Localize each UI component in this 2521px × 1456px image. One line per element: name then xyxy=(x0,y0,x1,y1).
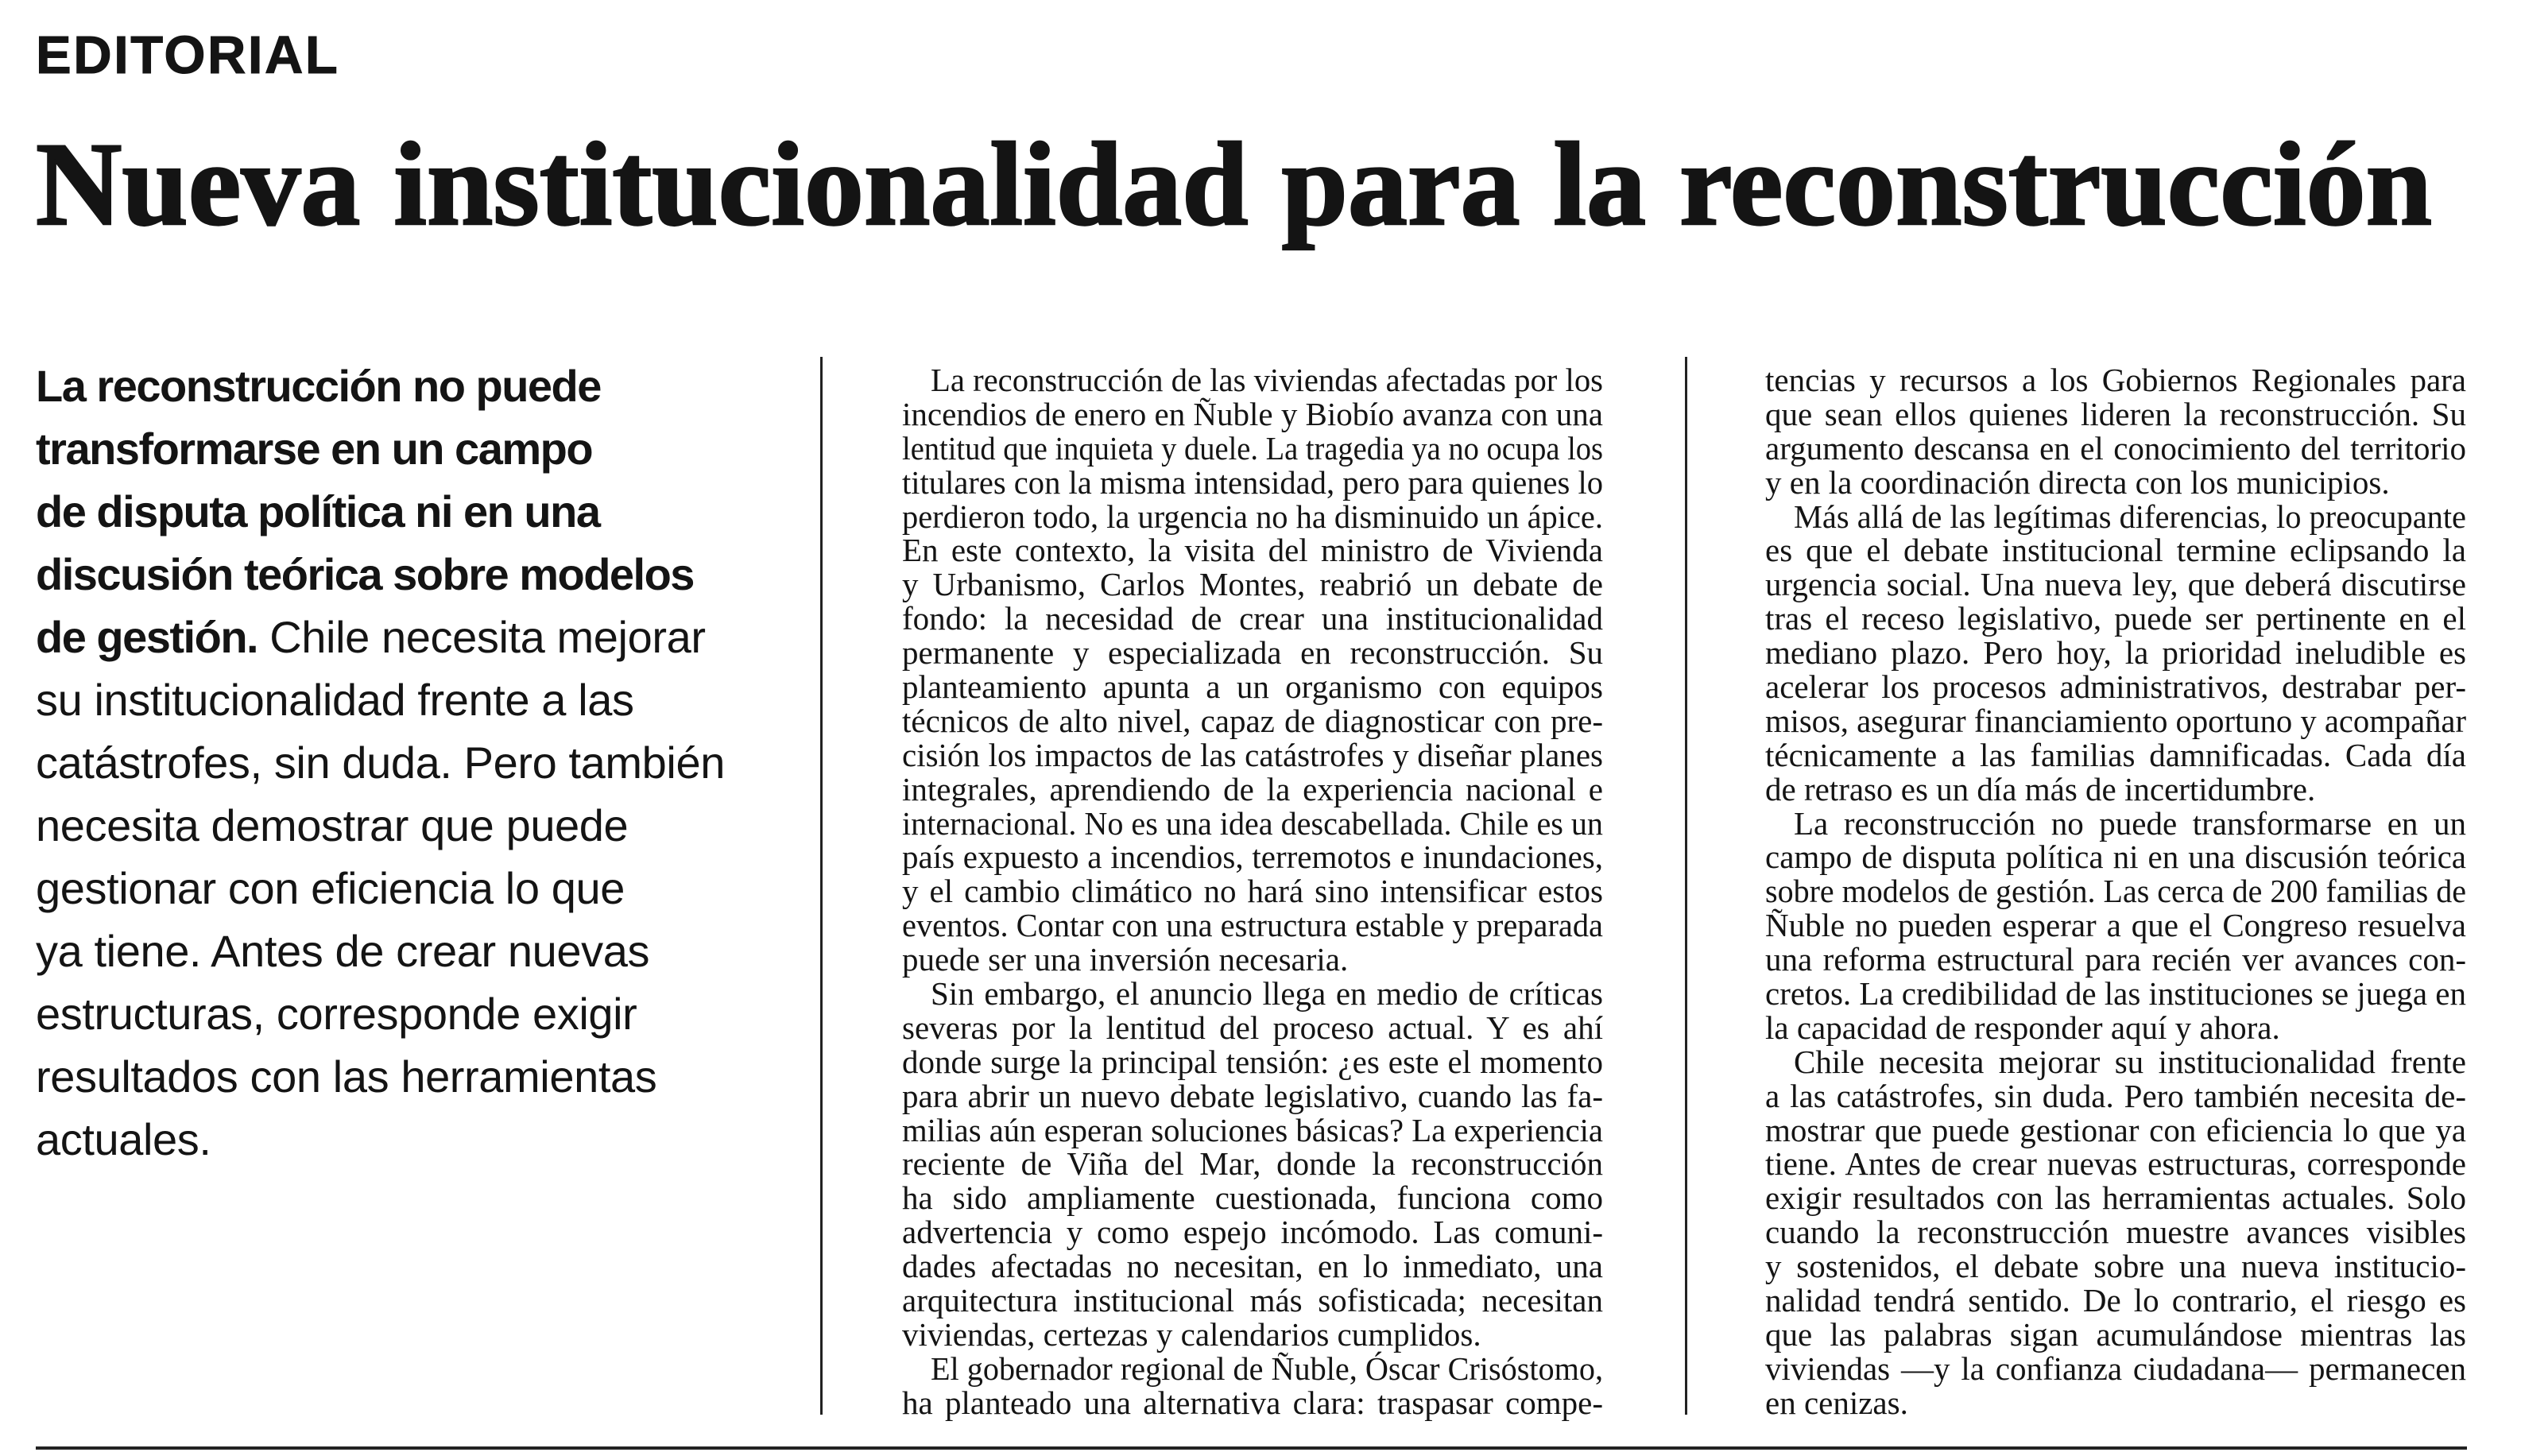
bottom-rule xyxy=(36,1446,2467,1450)
body-line xyxy=(902,1352,1603,1386)
body-line xyxy=(902,704,1603,738)
body-line-text: En este contexto, la visita del ministro de Vivienda xyxy=(902,532,1603,569)
headline xyxy=(36,118,2432,250)
body-line xyxy=(902,1011,1603,1045)
lead-line-text xyxy=(36,920,649,982)
lead-regular-text: estructuras, corresponde exigir xyxy=(36,989,637,1039)
headline-text: Nueva institucionalidad para la reconstrucción xyxy=(36,118,2432,250)
lead-line-text xyxy=(36,668,634,731)
lead-line xyxy=(36,857,735,920)
body-line xyxy=(1765,463,2466,501)
body-line xyxy=(902,363,1603,397)
lead-regular-text: ya tiene. Antes de crear nuevas xyxy=(36,926,650,976)
body-line xyxy=(1765,567,2466,602)
body-line-text: para abrir un nuevo debate legislativo, cuando las fa- xyxy=(902,1077,1603,1114)
body-line xyxy=(1765,1315,2466,1353)
body-line xyxy=(1765,533,2466,567)
body-line xyxy=(902,1113,1603,1148)
body-line-text: reciente de Viña del Mar, donde la reconstrucción xyxy=(902,1145,1603,1183)
lead-line xyxy=(36,668,735,731)
lead-regular-text: Chile necesita mejorar xyxy=(258,612,706,662)
lead-line-text xyxy=(36,1045,656,1108)
body-line-text: tiene. Antes de crear nuevas estructuras, corresponde xyxy=(1765,1145,2466,1183)
body-line-text: cuando la reconstrucción muestre avances visibles xyxy=(1765,1214,2466,1251)
body-line xyxy=(902,463,1603,501)
lead-regular-text: actuales. xyxy=(36,1114,211,1164)
body-line xyxy=(902,1181,1603,1215)
body-line-text: advertencia y como espejo incómodo. Las comuni- xyxy=(902,1214,1603,1251)
body-line xyxy=(1765,943,2466,977)
body-line-text: mostrar que puede gestionar con eficiencia lo que ya xyxy=(1765,1111,2466,1148)
body-line-text: ha planteado una alternativa clara: traspasar compe- xyxy=(902,1384,1603,1421)
body-line xyxy=(902,533,1603,567)
body-line xyxy=(1765,1215,2466,1249)
body-line xyxy=(1765,908,2466,943)
body-line xyxy=(902,670,1603,704)
body-line xyxy=(1765,1113,2466,1148)
body-line xyxy=(902,1045,1603,1079)
body-line-text: mediano plazo. Pero hoy, la prioridad ineludible es xyxy=(1765,634,2466,672)
body-line xyxy=(902,397,1603,432)
body-line-text: acelerar los procesos administrativos, destrabar per- xyxy=(1765,668,2466,706)
lead-regular-text: necesita demostrar que puede xyxy=(36,800,629,850)
body-line xyxy=(1765,1147,2466,1181)
body-line xyxy=(1765,1352,2466,1386)
lead-line xyxy=(36,731,735,794)
lead-bold-text: de disputa política ni en una xyxy=(36,486,600,536)
body-line-text: incendios de enero en Ñuble y Biobío avanza con una xyxy=(902,395,1603,432)
body-line-text: a las catástrofes, sin duda. Pero también necesita de- xyxy=(1765,1077,2466,1114)
body-line xyxy=(902,636,1603,670)
body-line xyxy=(1765,602,2466,636)
body-line xyxy=(1765,1386,2466,1420)
body-line xyxy=(902,738,1603,773)
body-line-text: planteamiento apunta a un organismo con equipos xyxy=(902,668,1603,706)
body-line-text: donde surge la principal tensión: ¿es este el momento xyxy=(902,1043,1603,1080)
body-line-text: es que el debate institucional termine eclipsando la xyxy=(1765,532,2466,569)
lead-regular-text: resultados con las herramientas xyxy=(36,1051,657,1102)
lead-line-text xyxy=(36,417,592,480)
lead-line xyxy=(36,1045,735,1108)
body-line-text: técnicos de alto nivel, capaz de diagnosticar con pre- xyxy=(902,702,1603,739)
body-line-text: técnicamente a las familias damnificadas. Cada día xyxy=(1765,736,2466,773)
body-line-text: que sean ellos quienes lideren la reconstrucción. Su xyxy=(1765,395,2466,432)
body-line-text: y el cambio climático no hará sino intensificar estos xyxy=(902,873,1603,910)
body-line xyxy=(902,1386,1603,1420)
body-line-text: lentitud que inquieta y duele. La tragedia ya no ocupa los xyxy=(902,429,1603,467)
lead-line xyxy=(36,354,735,417)
body-line-text: eventos. Contar con una estructura estable y preparada xyxy=(902,907,1603,944)
lead-line-text xyxy=(36,543,694,606)
body-line xyxy=(1765,1079,2466,1113)
body-line-text: y Urbanismo, Carlos Montes, reabrió un debate de xyxy=(902,566,1603,603)
body-line xyxy=(1765,1249,2466,1284)
body-line xyxy=(902,977,1603,1011)
lead-line xyxy=(36,543,735,606)
body-line xyxy=(902,770,1603,807)
lead-regular-text: su institucionalidad frente a las xyxy=(36,675,634,725)
body-line-text: Ñuble no pueden esperar a que el Congreso resuelva xyxy=(1765,907,2466,944)
body-line xyxy=(1765,363,2466,397)
body-line-text: dades afectadas no necesitan, en lo inmediato, una xyxy=(902,1248,1603,1285)
body-line xyxy=(902,908,1603,943)
body-line xyxy=(1765,738,2466,773)
lead-bold-text: de gestión. xyxy=(36,612,258,662)
body-line-text: sobre modelos de gestión. Las cerca de 200 familias de xyxy=(1765,873,2466,910)
body-line-text: en cenizas. xyxy=(1765,1384,1908,1421)
body-line xyxy=(1765,397,2466,432)
body-line xyxy=(1765,636,2466,670)
lead-regular-text: catástrofes, sin duda. Pero también xyxy=(36,738,725,788)
body-line-text: perdieron todo, la urgencia no ha disminuido un ápice. xyxy=(902,498,1603,535)
body-line-text: internacional. No es una idea descabellada. Chile es un xyxy=(902,804,1603,842)
lead-line xyxy=(36,417,735,480)
body-column-1 xyxy=(902,363,1603,1420)
body-line xyxy=(1765,704,2466,738)
body-line xyxy=(1765,840,2466,874)
body-line-text: que las palabras sigan acumulándose mientras las xyxy=(1765,1315,2466,1353)
lead-line-text xyxy=(36,1108,211,1171)
lead-bold-text: transformarse en un campo xyxy=(36,424,593,474)
lead-line-text xyxy=(36,480,599,543)
column-rule-1 xyxy=(820,357,823,1415)
body-line-text: de retraso es un día más de incertidumbre. xyxy=(1765,770,2316,807)
lead-bold-text: discusión teórica sobre modelos xyxy=(36,549,694,599)
column-rule-2 xyxy=(1685,357,1687,1415)
lead-line-text xyxy=(36,731,725,794)
body-line xyxy=(902,602,1603,636)
body-line-text: fondo: la necesidad de crear una institucionalidad xyxy=(902,600,1603,637)
body-line-text: cretos. La credibilidad de las instituciones se juega en xyxy=(1765,975,2466,1013)
body-line-text: permanente y especializada en reconstrucción. Su xyxy=(902,634,1603,672)
body-line xyxy=(902,1147,1603,1181)
body-line-text: titulares con la misma intensidad, pero para quienes lo xyxy=(902,463,1603,501)
body-line xyxy=(1765,770,2466,807)
body-line-text: tencias y recursos a los Gobiernos Regionales para xyxy=(1765,362,2466,398)
body-line xyxy=(902,1315,1603,1353)
body-line-text: milias aún esperan soluciones básicas? La experiencia xyxy=(902,1111,1603,1148)
lead-line xyxy=(36,480,735,543)
body-line xyxy=(902,567,1603,602)
body-line-text: puede ser una inversión necesaria. xyxy=(902,941,1349,978)
body-line-text: Más allá de las legítimas diferencias, lo preocupante xyxy=(1794,498,2466,535)
body-line xyxy=(902,1215,1603,1249)
body-line-text: exigir resultados con las herramientas actuales. Solo xyxy=(1765,1179,2466,1217)
section-label: EDITORIAL xyxy=(36,25,340,85)
body-line-text: país expuesto a incendios, terremotos e inundaciones, xyxy=(902,838,1603,876)
body-line xyxy=(1765,874,2466,908)
body-line xyxy=(902,943,1603,977)
body-line xyxy=(1765,1045,2466,1079)
body-line xyxy=(902,874,1603,908)
body-line xyxy=(1765,804,2466,842)
body-line-text: Chile necesita mejorar su institucionalidad frente xyxy=(1794,1043,2466,1080)
body-line-text: cisión los impactos de las catástrofes y diseñar planes xyxy=(902,736,1603,773)
lead-line-text xyxy=(36,354,601,417)
body-line-text: Sin embargo, el anuncio llega en medio de críticas xyxy=(931,975,1603,1013)
lead-line-text xyxy=(36,857,625,920)
body-line xyxy=(1765,670,2466,704)
body-line-text: tras el receso legislativo, puede ser pertinente en el xyxy=(1765,600,2466,637)
body-line-text: nalidad tendrá sentido. De lo contrario, el riesgo es xyxy=(1765,1282,2466,1319)
body-line xyxy=(902,1284,1603,1318)
body-line-text: La reconstrucción no puede transformarse en un xyxy=(1794,804,2466,842)
body-line-text: la capacidad de responder aquí y ahora. xyxy=(1765,1009,2280,1046)
lead-bold-text: La reconstrucción no puede xyxy=(36,361,601,411)
body-line-text: integrales, aprendiendo de la experiencia nacional e xyxy=(902,770,1603,807)
body-line-text: severas por la lentitud del proceso actual. Y es ahí xyxy=(902,1009,1603,1046)
body-line xyxy=(902,429,1603,467)
lead-line xyxy=(36,794,735,857)
body-line-text: una reforma estructural para recién ver avances con- xyxy=(1765,941,2466,978)
lead-regular-text: gestionar con eficiencia lo que xyxy=(36,863,625,913)
lead-line xyxy=(36,606,735,668)
body-line-text: argumento descansa en el conocimiento del territorio xyxy=(1765,429,2466,467)
body-line xyxy=(902,500,1603,534)
body-line xyxy=(1765,500,2466,534)
body-line xyxy=(1765,429,2466,467)
body-line-text: misos, asegurar financiamiento oportuno y acompañar xyxy=(1765,702,2466,739)
lead-paragraph xyxy=(36,354,735,1171)
body-column-2 xyxy=(1765,363,2466,1420)
body-line-text: urgencia social. Una nueva ley, que deberá discutirse xyxy=(1765,566,2466,603)
body-line xyxy=(902,1249,1603,1284)
lead-line-text xyxy=(36,982,637,1045)
body-line-text: viviendas, certezas y calendarios cumplidos. xyxy=(902,1315,1481,1353)
body-line xyxy=(902,840,1603,874)
lead-line-text xyxy=(36,794,628,857)
body-line-text: El gobernador regional de Ñuble, Óscar Crisóstomo, xyxy=(931,1350,1603,1387)
lead-line-text xyxy=(36,606,706,668)
body-line xyxy=(1765,1011,2466,1045)
body-line xyxy=(1765,1284,2466,1318)
body-line-text: viviendas —y la confianza ciudadana— permanecen xyxy=(1765,1350,2466,1387)
body-line-text: y en la coordinación directa con los municipios. xyxy=(1765,463,2390,501)
lead-line xyxy=(36,920,735,982)
body-line-text: ha sido ampliamente cuestionada, funciona como xyxy=(902,1179,1603,1217)
body-line xyxy=(1765,977,2466,1011)
body-line-text: arquitectura institucional más sofisticada; necesitan xyxy=(902,1282,1603,1319)
body-line-text: La reconstrucción de las viviendas afectadas por los xyxy=(931,362,1603,398)
body-line xyxy=(1765,1181,2466,1215)
body-line xyxy=(902,1079,1603,1113)
lead-line xyxy=(36,1108,735,1171)
body-line xyxy=(902,804,1603,842)
lead-line xyxy=(36,982,735,1045)
body-line-text: campo de disputa política ni en una discusión teórica xyxy=(1765,838,2466,876)
body-line-text: y sostenidos, el debate sobre una nueva institucio- xyxy=(1765,1248,2466,1285)
